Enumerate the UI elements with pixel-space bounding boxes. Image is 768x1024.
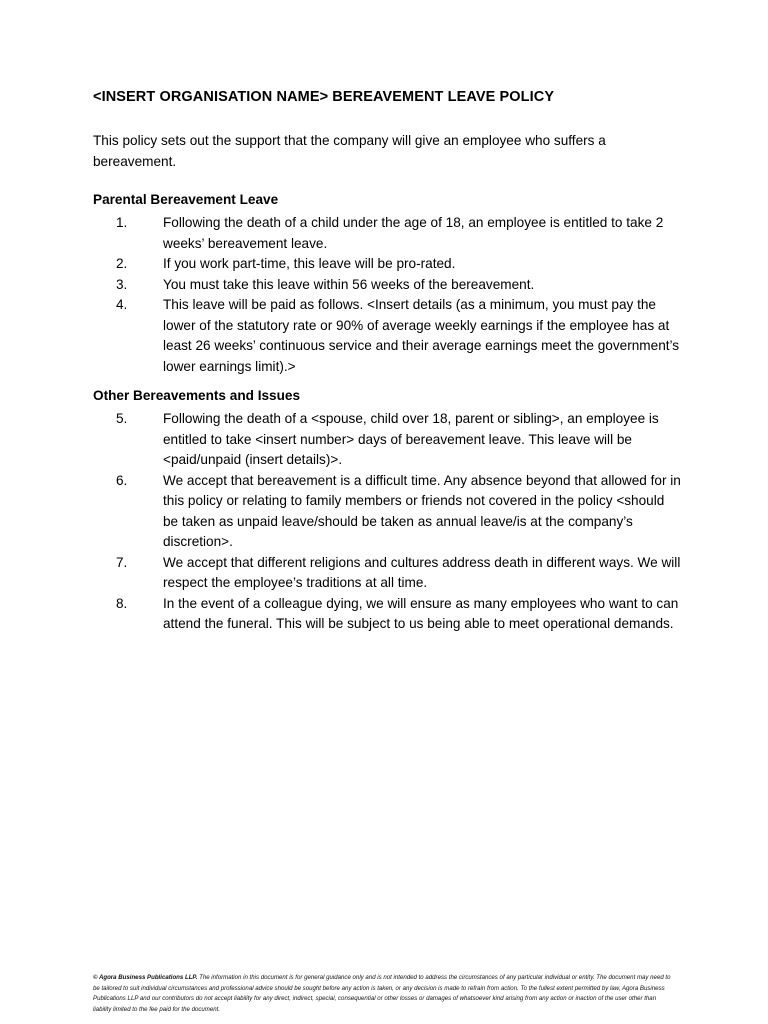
list-item-number: 2. — [116, 256, 128, 271]
list-item — [0, 594, 683, 635]
document-title: <INSERT ORGANISATION NAME> BEREAVEMENT LEAVE POLICY — [93, 89, 555, 105]
parental-leave-list — [0, 213, 768, 377]
copyright-notice: © Agora Business Publications LLP. — [93, 974, 198, 981]
list-item — [0, 254, 683, 275]
copyright-disclaimer — [93, 973, 675, 1015]
disclaimer-text: The information in this document is for general guidance only and is not intended to address the circumstances of any particular individual or entity. The document may need to be tailored to suit individual circumstances and professional advice should be sought before any action is taken, or any decision is made to refrain from action. To the fullest extent permitted by law, Agora Business Publications LLP and our contributors do not accept liability for any direct, indirect, special, consequential or other losses or damages of whatsoever kind arising from any action or inaction of the user other than liability limited to the fee paid for the document. — [93, 974, 671, 1013]
list-item-text: We accept that bereavement is a difficult time. Any absence beyond that allowed for in this policy or relating to family members or friends not covered in the policy <should be taken as unpaid leave/should be taken as annual leave/is at the company’s discretion>. — [163, 472, 681, 549]
section-heading-parental: Parental Bereavement Leave — [93, 192, 279, 207]
list-item-text: In the event of a colleague dying, we will ensure as many employees who want to can attend the funeral. This will be subject to us being able to meet operational demands. — [163, 595, 679, 631]
intro-paragraph: This policy sets out the support that the company will give an employee who suffers a bereavement. — [93, 133, 606, 169]
list-item-number: 8. — [116, 595, 128, 611]
list-item-number: 6. — [116, 472, 128, 488]
section-heading-other: Other Bereavements and Issues — [93, 388, 301, 403]
list-item-text: Following the death of a child under the age of 18, an employee is entitled to take 2 weeks’ bereavement leave. — [163, 215, 664, 251]
list-item-text: This leave will be paid as follows. <Insert details (as a minimum, you must pay the lower of the statutory rate or 90% of average weekly earnings if the employee has at least 26 weeks’ continuous service and their average earnings meet the government’s lower earnings limit).> — [163, 297, 680, 374]
list-item — [0, 553, 683, 594]
list-item-text: We accept that different religions and cultures address death in different ways. We will respect the employee’s traditions at all time. — [163, 554, 681, 590]
list-item-text: You must take this leave within 56 weeks of the bereavement. — [163, 276, 535, 292]
list-item-number: 4. — [116, 297, 128, 312]
list-item-number: 5. — [116, 411, 128, 426]
list-item — [0, 275, 683, 296]
list-item-number: 7. — [116, 554, 128, 570]
list-item-number: 1. — [116, 215, 128, 230]
list-item — [0, 409, 683, 471]
list-item-text: Following the death of a <spouse, child over 18, parent or sibling>, an employee is entitled to take <insert number> days of bereavement leave. This leave will be <paid/unpaid (insert details)>. — [163, 411, 659, 467]
list-item — [0, 295, 683, 377]
other-bereavements-list — [0, 409, 768, 635]
list-item-number: 3. — [116, 276, 128, 292]
list-item — [0, 471, 683, 553]
list-item-text: If you work part-time, this leave will be pro-rated. — [163, 256, 456, 271]
list-item — [0, 213, 683, 254]
